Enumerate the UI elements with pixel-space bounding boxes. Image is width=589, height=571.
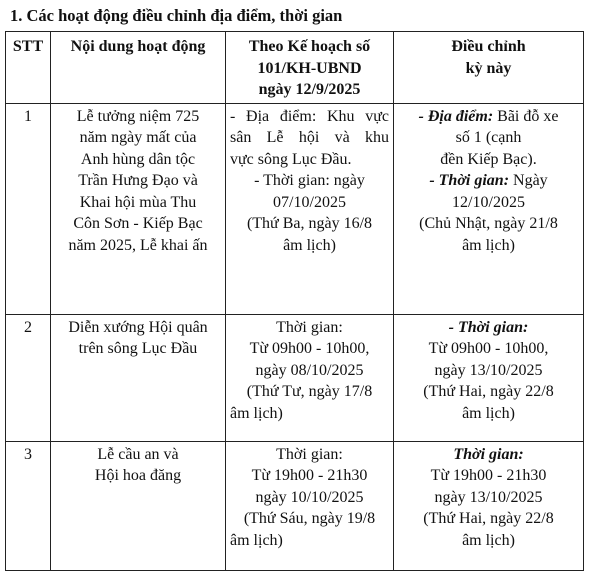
header-row (6, 32, 584, 104)
content-line: Diễn xướng Hội quân (68, 318, 208, 336)
plan-lunar-line: (Thứ Ba, ngày 16/8 (246, 215, 373, 232)
adjust-lunar-line: (Chủ Nhật, ngày 21/8 (419, 215, 558, 232)
row-adjust (394, 314, 584, 441)
header-plan-line: 101/KH-UBND (257, 59, 362, 77)
row-stt: 2 (6, 314, 51, 441)
adjust-location-line: số 1 (cạnh (455, 129, 522, 146)
adjust-time-label: Thời gian: (453, 445, 524, 463)
content-line: Anh hùng dân tộc (80, 150, 196, 168)
adjust-lunar-line: âm lịch) (462, 531, 515, 549)
row-content (51, 314, 226, 441)
header-content: Nội dung hoạt động (51, 32, 226, 104)
plan-date: 07/10/2025 (273, 193, 346, 211)
plan-date: ngày 08/10/2025 (255, 361, 364, 379)
header-adjust-line: Điều chỉnh (451, 38, 526, 55)
adjust-location-text: Bãi đỗ xe (493, 107, 559, 125)
plan-date: ngày 10/10/2025 (255, 488, 364, 506)
adjust-date: 12/10/2025 (452, 193, 525, 211)
row-adjust (394, 441, 584, 570)
plan-time-label: Thời gian: (276, 445, 343, 463)
plan-hours: Từ 19h00 - 21h30 (251, 467, 368, 484)
content-line: trên sông Lục Đầu (78, 340, 198, 357)
header-adjust-line: kỳ này (465, 59, 512, 77)
table-row (6, 103, 584, 314)
row-adjust (394, 103, 584, 314)
plan-lunar-line: âm lịch) (230, 404, 283, 422)
content-line: Khai hội mùa Thu (79, 193, 197, 211)
adjust-time-text: Ngày (509, 172, 548, 189)
table-row (6, 314, 584, 441)
content-line: Côn Sơn - Kiếp Bạc (73, 215, 203, 232)
adjust-location-label: - Địa điểm: (418, 107, 494, 125)
row-plan (226, 314, 394, 441)
header-stt: STT (6, 32, 51, 104)
row-stt: 1 (6, 103, 51, 314)
header-adjust (394, 32, 584, 104)
plan-lunar-line: (Thứ Sáu, ngày 19/8 (243, 510, 376, 527)
plan-time-line: - Thời gian: ngày (254, 172, 365, 189)
plan-location-line: sân Lễ hội và khu (230, 129, 389, 146)
plan-lunar-line: (Thứ Tư, ngày 17/8 (246, 383, 373, 400)
header-plan-line: Theo Kế hoạch số (248, 38, 371, 55)
adjust-location-line (398, 106, 579, 128)
header-plan-line: ngày 12/9/2025 (258, 81, 361, 98)
content-line: Lễ cầu an và (97, 445, 179, 463)
adjust-date: ngày 13/10/2025 (434, 488, 543, 506)
adjust-hours: Từ 19h00 - 21h30 (430, 467, 547, 484)
content-line: Hội hoa đăng (94, 467, 182, 484)
plan-location-line: - Địa điểm: Khu vực (230, 107, 389, 125)
row-plan (226, 103, 394, 314)
row-stt: 3 (6, 441, 51, 570)
row-content (51, 103, 226, 314)
plan-lunar-line: âm lịch) (230, 531, 283, 549)
plan-location-line: vực sông Lục Đầu. (230, 150, 352, 168)
adjust-lunar-line: âm lịch) (462, 404, 515, 422)
plan-lunar-line: âm lịch) (283, 236, 336, 254)
adjust-lunar-line: (Thứ Hai, ngày 22/8 (423, 383, 554, 400)
content-line: năm ngày mất của (79, 129, 197, 146)
table-row (6, 441, 584, 570)
adjust-time-label: - Thời gian: (429, 172, 510, 189)
content-line: Lễ tưởng niệm 725 (76, 107, 200, 125)
row-plan (226, 441, 394, 570)
adjust-date: ngày 13/10/2025 (434, 361, 543, 379)
adjust-hours: Từ 09h00 - 10h00, (428, 340, 549, 357)
header-plan (226, 32, 394, 104)
schedule-table (5, 31, 584, 571)
plan-time-label: Thời gian: (276, 318, 343, 336)
adjust-location-line: đền Kiếp Bạc). (440, 150, 537, 168)
plan-hours: Từ 09h00 - 10h00, (249, 340, 370, 357)
adjust-lunar-line: (Thứ Hai, ngày 22/8 (423, 510, 554, 527)
adjust-time-label: - Thời gian: (448, 318, 529, 336)
content-line: năm 2025, Lễ khai ấn (68, 236, 208, 254)
adjust-lunar-line: âm lịch) (462, 236, 515, 254)
adjust-time-line (398, 170, 579, 192)
content-line: Trần Hưng Đạo và (78, 172, 198, 189)
section-title: 1. Các hoạt động điều chỉnh địa điểm, thời gian (10, 6, 343, 25)
row-content (51, 441, 226, 570)
